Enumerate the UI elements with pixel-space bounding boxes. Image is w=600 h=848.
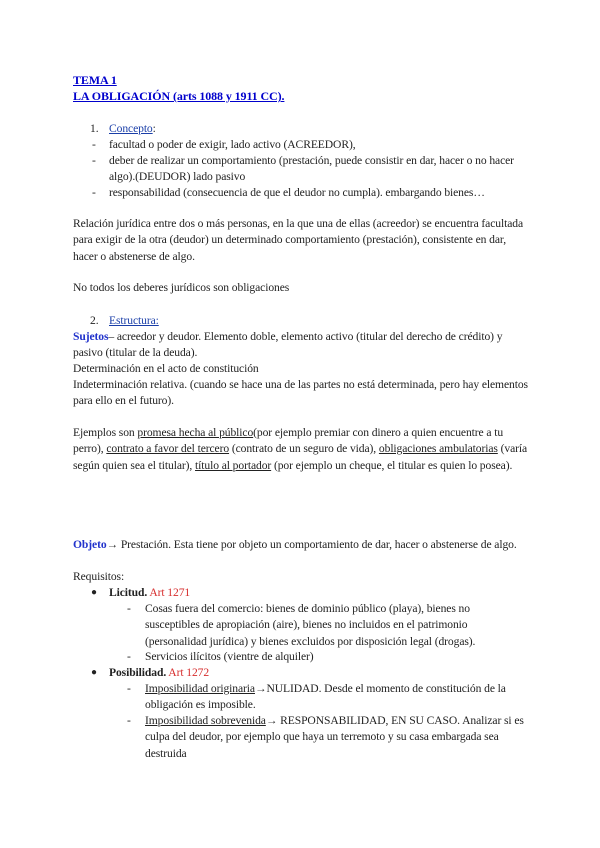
dash-marker: - <box>92 154 96 167</box>
objeto-text: → Prestación. Esta tiene por objeto un comportamiento de dar, hacer o abstenerse de algo. <box>106 538 517 551</box>
ejemplos-text-4: (por ejemplo un cheque, el titular es quien lo posea). <box>271 458 513 472</box>
concepto-item-2: deber de realizar un comportamiento (prestación, puede consistir en dar, hacer o no hacer algo).(DEUDOR) lado pasivo <box>109 154 514 184</box>
imposibilidad-originaria <box>145 681 525 714</box>
concepto-label: Concepto <box>109 122 153 135</box>
originaria-text: →NULIDAD. Desde el momento de constitución de la obligación es imposible. <box>145 682 506 712</box>
ejemplos-intro: Ejemplos son <box>73 426 138 439</box>
originaria-term: Imposibilidad originaria <box>145 682 255 695</box>
bullet-dot: ● <box>91 587 98 598</box>
concepto-number: 1. <box>90 122 99 135</box>
ejemplos-text-2: (contrato de un seguro de vida), <box>229 442 379 456</box>
determinacion-line: Determinación en el acto de constitución <box>73 362 259 375</box>
concepto-item-3: responsabilidad (consecuencia de que el deudor no cumpla). embargando bienes… <box>109 186 485 199</box>
posibilidad-heading <box>109 665 529 681</box>
requisitos-label: Requisitos: <box>73 570 125 583</box>
dash-marker: - <box>127 602 131 615</box>
sujetos-text: – acreedor y deudor. Elemento doble, elemento activo (titular del derecho de crédito) y pasivo (titular de la deuda). <box>73 330 503 360</box>
objeto-paragraph <box>73 537 528 553</box>
no-todos-paragraph: No todos los deberes jurídicos son obligaciones <box>73 281 290 294</box>
ejemplos-paragraph <box>73 425 528 474</box>
licitud-item-2: Servicios ilícitos (vientre de alquiler) <box>145 650 314 663</box>
contrato-term: contrato a favor del tercero <box>106 442 230 456</box>
tema-title: TEMA 1 <box>73 73 117 87</box>
concepto-heading <box>109 121 529 137</box>
dash-marker: - <box>92 186 96 199</box>
dash-marker: - <box>92 138 96 151</box>
obligacion-title: LA OBLIGACIÓN (arts 1088 y 1911 CC). <box>73 89 285 103</box>
sujetos-paragraph <box>73 329 528 362</box>
indeterminacion-paragraph: Indeterminación relativa. (cuando se hace una de las partes no está determinada, pero hay elementos para ello en el futuro). <box>73 378 528 408</box>
titulo-term: título al portador <box>195 458 272 472</box>
licitud-label: Licitud. <box>109 586 148 599</box>
estructura-label: Estructura: <box>109 314 159 327</box>
licitud-item-1: Cosas fuera del comercio: bienes de dominio público (playa), bienes no susceptibles de apropiación (aire), bienes no incluidos en el patrimonio (personalidad jurídica) y bienes excluidos por disposición legal (drogas). <box>145 602 476 648</box>
licitud-art: Art 1271 <box>149 586 191 599</box>
ejemplos-text-1: (por ejemplo premiar con dinero a quien encuentre a tu perro), <box>73 426 504 456</box>
ejemplos-text-3: (varía según quien sea el titular), <box>73 442 528 472</box>
relacion-paragraph: Relación jurídica entre dos o más personas, en la que una de ellas (acreedor) se encuentra facultada para exigir de la otra (deudor) un determinado comportamiento (prestación), consistente en dar, hacer o abstenerse de algo. <box>73 217 523 263</box>
sobrevenida-text: → RESPONSABILIDAD, EN SU CASO. Analizar si es culpa del deudor, por ejemplo que haya un terremoto y su casa embargada sea destruida <box>145 714 524 760</box>
promesa-term: promesa hecha al público <box>137 426 254 439</box>
objeto-label: Objeto <box>73 538 107 551</box>
sobrevenida-term: Imposibilidad sobrevenida <box>145 714 266 727</box>
dash-marker: - <box>127 714 131 727</box>
imposibilidad-sobrevenida <box>145 713 525 762</box>
estructura-number: 2. <box>90 314 99 327</box>
posibilidad-art: Art 1272 <box>168 666 210 679</box>
concepto-colon: : <box>152 122 156 135</box>
sujetos-label: Sujetos <box>73 330 109 343</box>
bullet-dot: ● <box>91 667 98 678</box>
ambulatorias-term: obligaciones ambulatorias <box>378 442 498 456</box>
dash-marker: - <box>127 682 131 695</box>
estructura-heading <box>109 313 529 329</box>
dash-marker: - <box>127 650 131 663</box>
concepto-item-1: facultad o poder de exigir, lado activo (ACREEDOR), <box>109 138 356 151</box>
posibilidad-label: Posibilidad. <box>109 666 167 679</box>
licitud-heading <box>109 585 529 601</box>
